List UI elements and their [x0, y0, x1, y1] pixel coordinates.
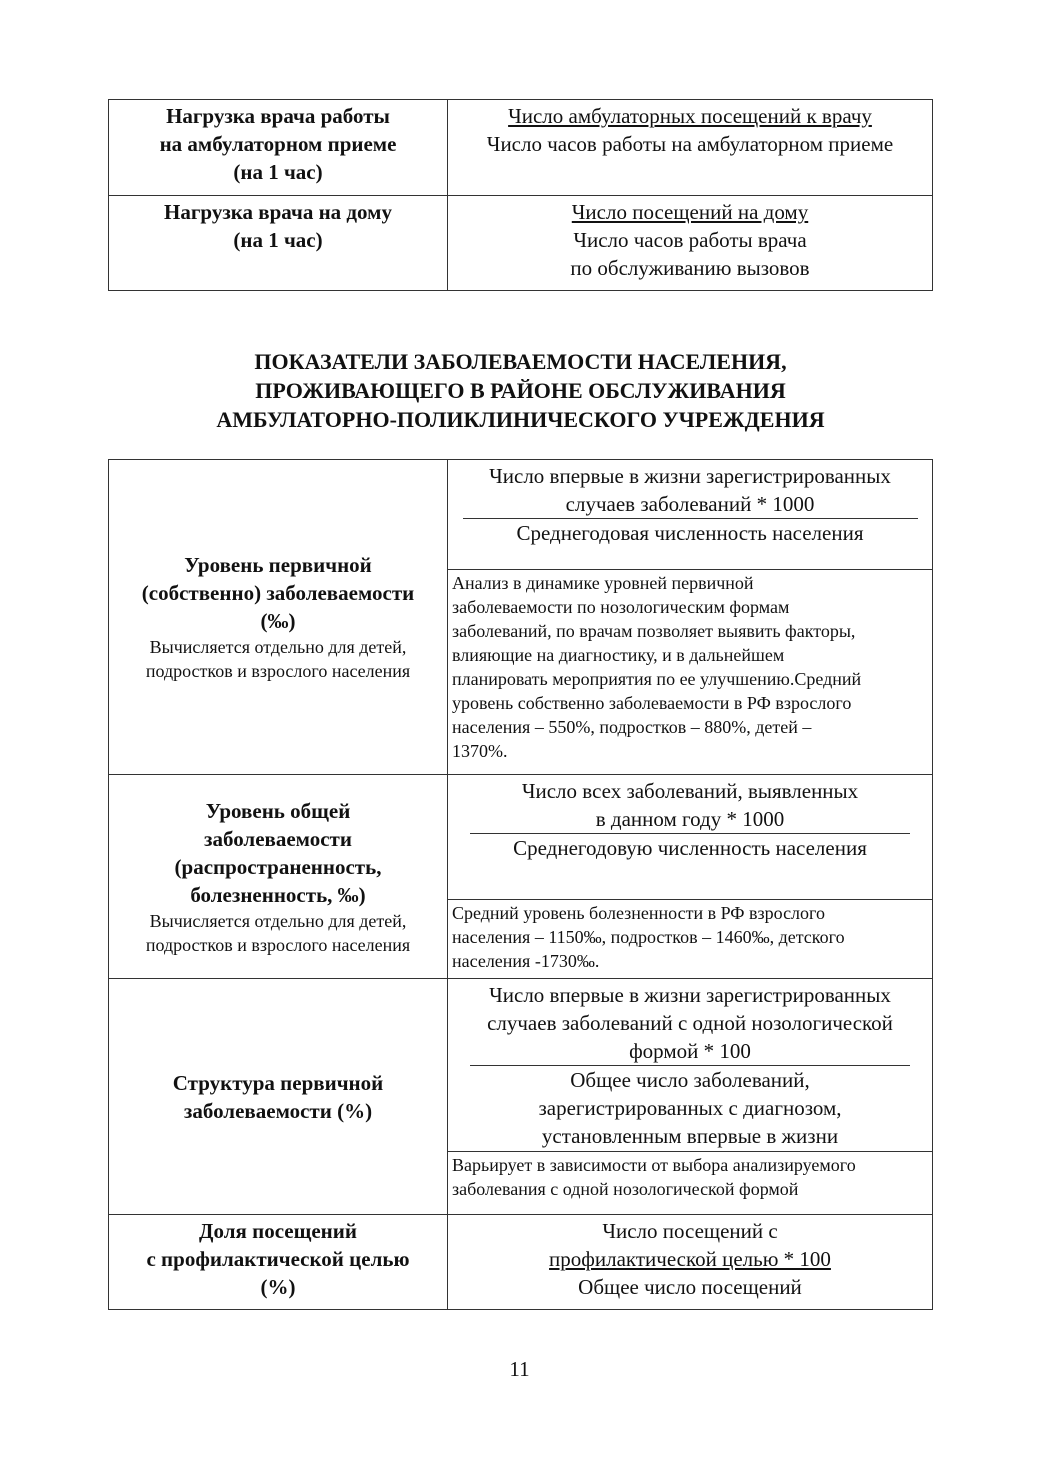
label-note: подростков и взрослого населения	[145, 934, 411, 955]
label-line: Доля посещений	[199, 1219, 357, 1243]
label-cell	[109, 775, 448, 979]
formula-denominator: Число часов работы врача	[573, 228, 807, 252]
section-title	[108, 347, 933, 434]
note-line: заболевания с одной нозологической формой	[452, 1179, 799, 1199]
label-note: подростков и взрослого населения	[145, 661, 411, 681]
formula-numerator: профилактической целью * 100	[549, 1247, 831, 1271]
section-title-line: АМБУЛАТОРНО-ПОЛИКЛИНИЧЕСКОГО УЧРЕЖДЕНИЯ	[216, 407, 825, 432]
label-cell	[109, 196, 448, 291]
formula-cell	[448, 196, 933, 291]
label-line: Уровень общей	[205, 798, 351, 823]
label-line: болезненность, ‰)	[190, 882, 366, 907]
note-cell	[448, 900, 933, 979]
formula-numerator: в данном году * 1000	[595, 807, 785, 831]
note-line: заболеваний, по врачам позволяет выявить факторы,	[452, 621, 856, 641]
formula-numerator: случаев заболеваний с одной нозологической	[487, 1011, 893, 1035]
label-line: (‰)	[260, 609, 296, 633]
formula-denominator: Общее число посещений	[578, 1275, 802, 1299]
formula-denominator: Среднегодовую численность населения	[513, 836, 867, 860]
formula-denominator: зарегистрированных с диагнозом,	[538, 1096, 842, 1120]
note-line: Средний уровень болезненности в РФ взрослого	[452, 903, 825, 923]
formula-numerator: Число впервые в жизни зарегистрированных	[489, 464, 891, 488]
formula-numerator: формой * 100	[629, 1039, 751, 1063]
note-line: населения – 1150‰, подростков – 1460‰, детского	[452, 927, 845, 947]
label-line: (на 1 час)	[233, 228, 323, 252]
note-line: населения – 550%, подростков – 880%, детей –	[452, 717, 812, 737]
note-line: уровень собственно заболеваемости в РФ взрослого	[452, 693, 852, 713]
formula-cell	[448, 1215, 933, 1310]
label-note: Вычисляется отдельно для детей,	[149, 910, 407, 931]
label-line: Уровень первичной	[184, 553, 372, 577]
label-cell	[109, 1215, 448, 1310]
label-line: заболеваемости (%)	[183, 1098, 373, 1123]
formula-denominator: по обслуживанию вызовов	[570, 256, 810, 280]
formula-numerator: Число всех заболеваний, выявленных	[521, 779, 859, 803]
formula-cell	[448, 100, 933, 196]
note-line: Анализ в динамике уровней первичной	[452, 573, 754, 593]
note-cell	[448, 1152, 933, 1215]
label-cell	[109, 979, 448, 1215]
formula-cell	[448, 460, 933, 570]
note-line: влияющие на диагностику, и в дальнейшем	[452, 645, 785, 665]
page-number: 11	[509, 1357, 530, 1381]
label-cell	[109, 460, 448, 775]
formula-numerator: Число посещений с	[602, 1219, 778, 1243]
label-line: на амбулаторном приеме	[159, 132, 397, 156]
label-line: Нагрузка врача работы	[166, 104, 390, 128]
label-line: заболеваемости	[204, 826, 352, 851]
label-line: Нагрузка врача на дому	[164, 200, 392, 224]
formula-numerator: Число посещений на дому	[571, 200, 809, 224]
formula-denominator: Число часов работы на амбулаторном приеме	[486, 132, 894, 156]
formula-denominator: Общее число заболеваний,	[570, 1068, 810, 1092]
label-line: с профилактической целью	[146, 1247, 410, 1271]
label-cell	[109, 100, 448, 196]
section-title-line: ПРОЖИВАЮЩЕГО В РАЙОНЕ ОБСЛУЖИВАНИЯ	[255, 378, 786, 403]
formula-denominator: Среднегодовая численность населения	[516, 521, 864, 545]
formula-cell	[448, 775, 933, 900]
note-cell	[448, 570, 933, 775]
formula-numerator: случаев заболеваний * 1000	[565, 492, 815, 516]
label-line: (собственно) заболеваемости	[141, 581, 415, 605]
note-line: заболеваемости по нозологическим формам	[452, 597, 790, 617]
label-note: Вычисляется отдельно для детей,	[149, 637, 407, 657]
formula-denominator: установленным впервые в жизни	[541, 1124, 839, 1148]
note-line: Варьирует в зависимости от выбора анализируемого	[452, 1155, 856, 1175]
label-line: (распространенность,	[174, 854, 382, 879]
label-line: Структура первичной	[172, 1070, 384, 1095]
label-line: (на 1 час)	[233, 160, 323, 184]
formula-cell	[448, 979, 933, 1152]
formula-numerator: Число впервые в жизни зарегистрированных	[489, 983, 891, 1007]
label-line: (%)	[260, 1275, 296, 1299]
morbidity-table	[108, 459, 933, 1310]
note-line: населения -1730‰.	[452, 951, 600, 971]
formula-numerator: Число амбулаторных посещений к врачу	[508, 104, 872, 128]
section-title-line: ПОКАЗАТЕЛИ ЗАБОЛЕВАЕМОСТИ НАСЕЛЕНИЯ,	[254, 349, 787, 374]
workload-table	[108, 99, 933, 291]
note-line: 1370%.	[452, 741, 508, 761]
note-line: планировать мероприятия по ее улучшению.Средний	[452, 669, 862, 689]
